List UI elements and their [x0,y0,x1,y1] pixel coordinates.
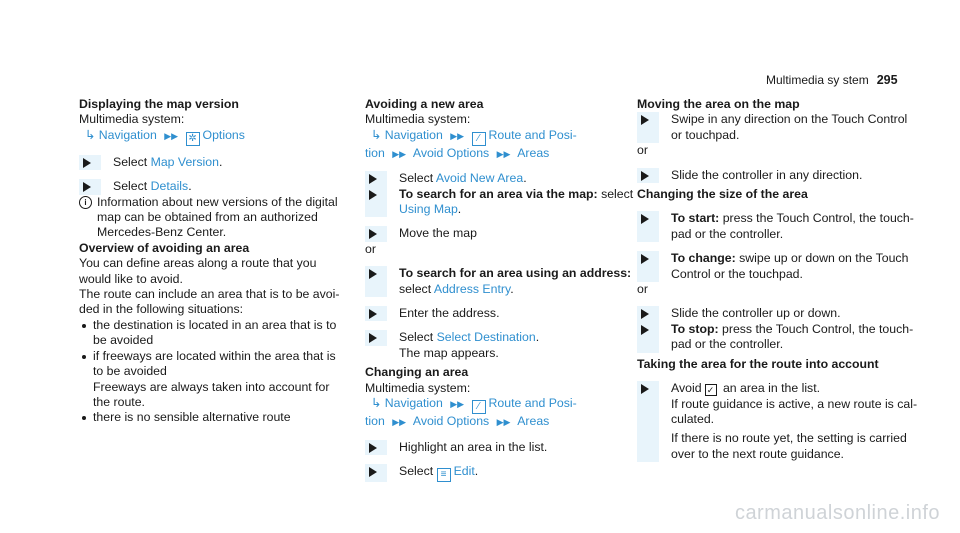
step-arrow-icon [641,384,649,394]
step-slide-updown: Slide the controller up or down. [637,306,887,321]
menu-path [365,396,627,414]
route-position-link-cont[interactable]: tion [365,145,385,160]
step-select-destination: Select Select Destination. [365,330,627,345]
step-highlight-area: Highlight an area in the list. [365,440,627,455]
heading-overview: Overview of avoiding an area [79,240,250,255]
nav-link[interactable]: Navigation [384,127,443,142]
step-arrow-icon [369,443,377,453]
avoid-new-area-link[interactable]: Avoid New Area [435,171,524,186]
select-destination-link[interactable]: Select Destination [436,330,536,345]
result-text: The map appears. [399,345,499,360]
or-text: or [637,282,648,297]
info-icon: i [79,196,92,209]
route-position-link-cont[interactable]: tion [365,414,385,429]
edit-list-icon: ≡ [437,468,451,482]
menu-path-cont [365,146,627,162]
menu-path [365,128,627,146]
avoid-options-link[interactable]: Avoid Options [412,145,490,160]
step-arrow-icon [641,214,649,224]
double-chevron-icon: ▶▶ [496,148,511,159]
nav-link[interactable]: Navigation [98,127,157,142]
paragraph: would like to avoid. [79,271,183,286]
step-arrow-icon [641,309,649,319]
or-text: or [365,241,376,256]
heading-changing-area: Changing an area [365,365,469,380]
double-chevron-icon: ▶▶ [450,399,465,410]
step-arrow-icon [641,115,649,125]
step-arrow-icon [83,158,91,168]
double-chevron-icon: ▶▶ [392,148,407,159]
map-version-link[interactable]: Map Version [150,154,219,169]
route-position-link[interactable]: Route and Posi- [488,127,577,142]
menu-path-cont [365,414,627,430]
step-enter-address: Enter the address. [365,306,627,321]
list-item: there is no sensible alternative route [79,410,349,425]
step-stop: To stop: press the Touch Control, the touch- pad or the controller. [637,322,887,353]
list-item: the destination is located in an area that is to be avoided [79,318,349,349]
double-chevron-icon: ▶▶ [496,417,511,428]
heading-taking-area: Taking the area for the route into account [637,356,879,371]
paragraph: You can define areas along a route that you [79,256,317,271]
paragraph: ded in the following situations: [79,302,244,317]
step-avoid: Avoid ✓ an area in the list. If route guidance is active, a new route is cal- culated. If there is no route yet, the setting is carried over to the next route guidance. [637,381,887,462]
step-edit: Select ≡ Edit. [365,464,627,482]
step-start: To start: press the Touch Control, the touch- pad or the controller. [637,211,887,242]
step-change: To change: swipe up or down on the Touch Control or the touchpad. [637,251,887,282]
step-arrow-icon [369,467,377,477]
areas-link[interactable]: Areas [517,414,550,429]
step-arrow-icon [369,174,377,184]
step-details: Select Details. [79,179,349,194]
step-map-version: Select Map Version. [79,155,349,170]
return-arrow-icon: ↳ [371,127,382,142]
section-title: Multimedia sy stem [766,73,869,87]
edit-link[interactable]: Edit [453,463,475,478]
step-search-map: To search for an area via the map: select Using Map. [365,187,627,218]
paragraph: The route can include an area that is to be avoi- [79,287,340,302]
heading-change-size: Changing the size of the area [637,187,808,202]
options-link[interactable]: Options [202,127,245,142]
step-arrow-icon [369,333,377,343]
return-arrow-icon: ↳ [371,396,382,411]
column-1 [79,97,349,426]
address-entry-link[interactable]: Address Entry [433,281,511,296]
step-move-map: Move the map [365,226,627,241]
route-position-icon: ⁄ [472,400,486,414]
details-link[interactable]: Details [150,179,189,194]
nav-link[interactable]: Navigation [384,396,443,411]
step-arrow-icon [369,190,377,200]
column-3 [637,97,918,462]
heading-moving-area: Moving the area on the map [637,97,800,111]
heading-map-version: Displaying the map version [79,97,239,111]
areas-link[interactable]: Areas [517,145,550,160]
multimedia-label: Multimedia system: [79,112,185,127]
step-avoid-new-area: Select Avoid New Area. [365,171,627,186]
checkbox-icon: ✓ [705,384,717,396]
watermark: carmanualsonline.info [734,502,940,524]
step-arrow-icon [641,325,649,335]
route-position-icon: ⁄ [472,132,486,146]
double-chevron-icon: ▶▶ [450,130,465,141]
heading-avoid-new: Avoiding a new area [365,97,484,111]
info-note: i Information about new versions of the digital map can be obtained from an authorized Mercedes-Benz Center. [79,195,349,241]
page-number: 295 [876,73,898,87]
column-2 [365,97,634,482]
double-chevron-icon: ▶▶ [164,130,179,141]
or-text: or [637,143,648,158]
step-arrow-icon [369,309,377,319]
step-arrow-icon [369,229,377,239]
step-search-address: To search for an area using an address: select Address Entry. [365,266,627,297]
gear-icon: ✲ [186,132,200,146]
step-arrow-icon [641,254,649,264]
multimedia-label: Multimedia system: [365,112,471,127]
double-chevron-icon: ▶▶ [392,417,407,428]
step-slide: Slide the controller in any direction. [637,168,887,183]
return-arrow-icon: ↳ [85,127,96,142]
step-arrow-icon [641,171,649,181]
step-arrow-icon [369,269,377,279]
list-item: if freeways are located within the area that is to be avoided Freeways are always taken into account for the route. [79,349,349,411]
route-position-link[interactable]: Route and Posi- [488,396,577,411]
step-swipe: Swipe in any direction on the Touch Control or touchpad. [637,112,887,143]
menu-path [79,128,349,146]
running-header [766,73,898,87]
step-arrow-icon [83,182,91,192]
avoid-options-link[interactable]: Avoid Options [412,414,490,429]
using-map-link[interactable]: Using Map [399,202,458,217]
multimedia-label: Multimedia system: [365,380,471,395]
